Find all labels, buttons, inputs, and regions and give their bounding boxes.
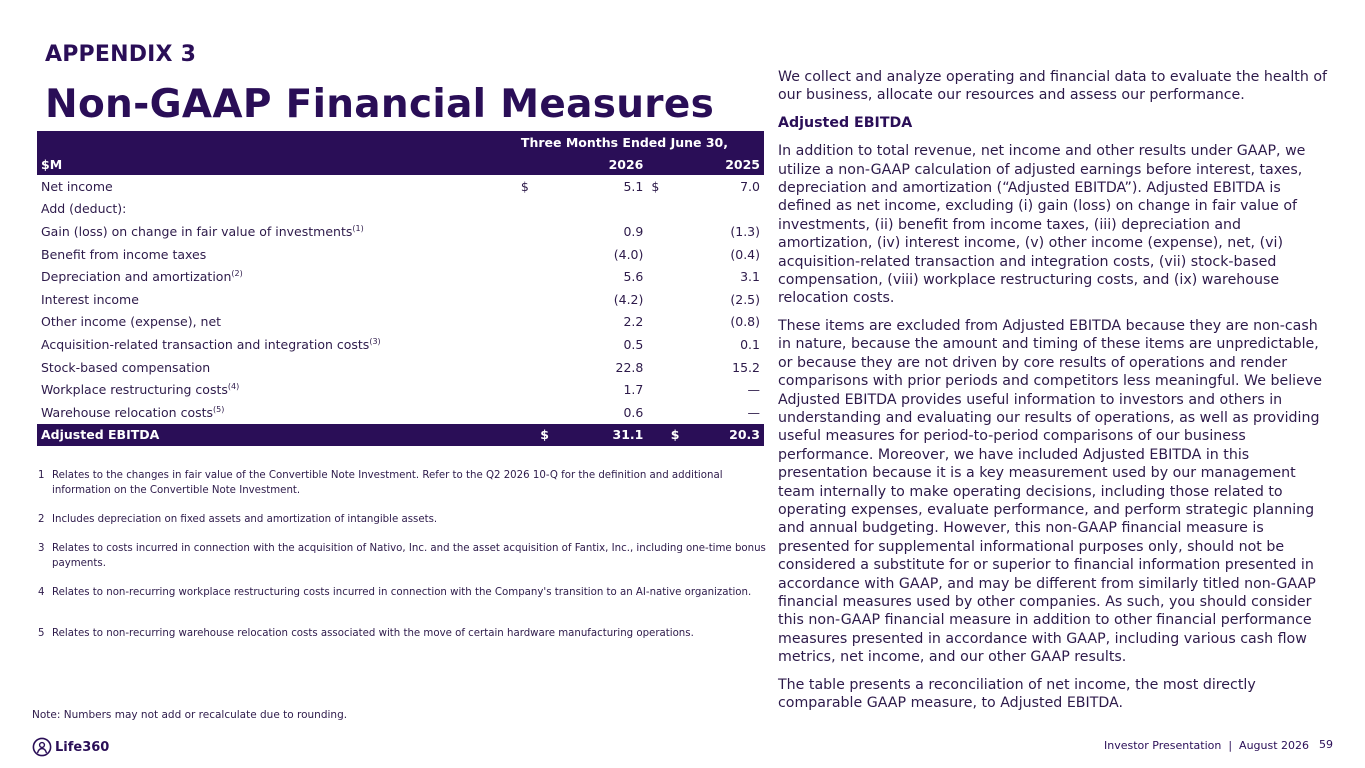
explanatory-text xyxy=(778,68,1334,721)
row-label xyxy=(37,175,517,198)
definition-paragraph: In addition to total revenue, net income and other results under GAAP, we utilize a non-GAAP calculation of adjusted earnings before interest, taxes, depreciation and amortization (“Adjusted EBITDA”). Adjusted EBITDA is defined as net income, excluding (i) gain (loss) on change in fair value of investments, (ii) benefit from income taxes, (iii) depreciation and amortization, (iv) interest income, (v) other income (expense), net, (vi) acquisition-related transaction and integration costs, (vii) stock-based compensation, (viii) workplace restructuring costs, and (ix) warehouse relocation costs. xyxy=(778,143,1306,307)
value-2025: (1.3) xyxy=(730,223,760,239)
table-row xyxy=(37,288,764,311)
row-label xyxy=(37,333,517,356)
value-2026: 5.1 xyxy=(623,178,644,194)
currency-2025 xyxy=(647,265,683,288)
row-label-text: Other income (expense), net xyxy=(41,314,222,330)
value-2025 xyxy=(683,198,764,221)
value-2026: 5.6 xyxy=(623,269,644,285)
value-2025: 0.1 xyxy=(740,336,760,352)
footnote-item xyxy=(38,512,773,527)
reconciliation-paragraph: The table presents a reconciliation of net income, the most directly comparable GAAP measure, to Adjusted EBITDA. xyxy=(778,676,1256,711)
footnote-item xyxy=(38,541,773,571)
row-footnote-ref: (5) xyxy=(213,404,225,414)
footnotes xyxy=(38,468,773,655)
row-footnote-ref: (4) xyxy=(227,381,240,391)
row-label xyxy=(37,220,517,243)
currency-2025 xyxy=(647,401,683,424)
footnote-number: 4 xyxy=(38,587,45,598)
value-2026: 2.2 xyxy=(623,314,644,330)
currency-2026 xyxy=(517,265,553,288)
rounding-note: Note: Numbers may not add or recalculate due to rounding. xyxy=(32,709,348,721)
table-row xyxy=(37,401,764,424)
row-label-text: Interest income xyxy=(41,291,139,307)
currency-2025 xyxy=(647,378,683,401)
footnote-number: 5 xyxy=(38,628,45,639)
reconciliation-table xyxy=(37,131,764,446)
row-label-text: Add (deduct): xyxy=(41,201,127,217)
total-value-2026: 31.1 xyxy=(612,427,644,443)
value-2026: 1.7 xyxy=(623,382,644,398)
value-2026: 0.6 xyxy=(623,404,644,420)
value-2026 xyxy=(553,198,647,221)
currency-2025 xyxy=(647,356,683,379)
footnote-item xyxy=(38,468,773,498)
table-period-header-row xyxy=(37,131,764,153)
footnote-text: Relates to costs incurred in connection with the acquisition of Nativo, Inc. and the asset acquisition of Fantix, Inc., including one-time bonus payments. xyxy=(52,543,766,569)
currency-2025 xyxy=(647,220,683,243)
row-label-text: Gain (loss) on change in fair value of investments xyxy=(41,223,353,239)
footnote-text: Relates to non-recurring warehouse relocation costs associated with the move of certain hardware manufacturing operations. xyxy=(52,628,694,639)
footnote-number: 3 xyxy=(38,543,45,554)
row-label xyxy=(37,265,517,288)
currency-2026 xyxy=(517,220,553,243)
currency-2026: $ xyxy=(520,178,529,194)
total-label: Adjusted EBITDA xyxy=(41,427,160,443)
value-2026: 22.8 xyxy=(615,359,644,375)
table-row xyxy=(37,198,764,221)
currency-2026 xyxy=(517,401,553,424)
footnote-number: 2 xyxy=(38,514,45,525)
table-row xyxy=(37,175,764,198)
value-2026: (4.0) xyxy=(613,246,644,262)
currency-2026 xyxy=(517,288,553,311)
row-footnote-ref: (3) xyxy=(369,336,381,346)
value-2026: (4.2) xyxy=(613,291,644,307)
value-2025: 15.2 xyxy=(732,359,760,375)
row-footnote-ref: (1) xyxy=(352,223,364,233)
life360-logo-icon xyxy=(32,737,52,757)
currency-2026 xyxy=(517,243,553,266)
currency-2026 xyxy=(517,378,553,401)
row-label xyxy=(37,356,517,379)
currency-2025 xyxy=(647,198,683,221)
table-row xyxy=(37,356,764,379)
page-number: 59 xyxy=(1319,738,1333,751)
row-label-text: Depreciation and amortization xyxy=(41,269,232,285)
total-row xyxy=(37,424,764,446)
table-row xyxy=(37,333,764,356)
row-label xyxy=(37,243,517,266)
value-2025: 7.0 xyxy=(740,178,760,194)
page-title: Non-GAAP Financial Measures xyxy=(45,82,715,127)
company-logo xyxy=(32,737,109,757)
row-label-text: Workplace restructuring costs xyxy=(41,382,228,398)
value-2025: (2.5) xyxy=(730,291,760,307)
currency-2026 xyxy=(517,198,553,221)
currency-2026 xyxy=(517,333,553,356)
row-label-text: Benefit from income taxes xyxy=(41,246,207,262)
row-label xyxy=(37,311,517,334)
footnote-text: Includes depreciation on fixed assets and amortization of intangible assets. xyxy=(52,514,438,525)
unit-label: $M xyxy=(41,156,63,172)
row-label-text: Net income xyxy=(41,178,113,194)
rationale-paragraph: These items are excluded from Adjusted EBITDA because they are non-cash in nature, because the amount and timing of these items are unpredictable, or because they are not driven by core results of operations and render comparisons with prior periods and competitors less meaningful. We believe Adjusted EBITDA provides useful information to investors and others in understanding and evaluating our results of operations, as well as providing useful measures for period-to-period comparisons of our business performance. Moreover, we have included Adjusted EBITDA in this presentation because it is a key measurement used by our management team internally to make operating decisions, including those related to operating expenses, evaluate performance, and perform strategic planning and annual budgeting. However, this non-GAAP financial measure is presented for supplemental informational purposes only, should not be considered a substitute for or superior to financial information presented in accordance with GAAP, and may be different from similarly titled non-GAAP financial measures used by other companies. As such, you should consider this non-GAAP financial measure in addition to other financial performance measures presented in accordance with GAAP, including various cash flow metrics, net income, and our other GAAP results. xyxy=(778,317,1322,666)
currency-2025: $ xyxy=(651,178,660,194)
row-label-text: Stock-based compensation xyxy=(41,359,211,375)
row-label xyxy=(37,378,517,401)
intro-paragraph: We collect and analyze operating and financial data to evaluate the health of our business, allocate our resources and assess our performance. xyxy=(778,69,1328,104)
value-2026: 0.5 xyxy=(623,336,644,352)
row-label xyxy=(37,198,517,221)
currency-2025 xyxy=(647,288,683,311)
table-row xyxy=(37,243,764,266)
currency-2026 xyxy=(517,311,553,334)
footnote-item xyxy=(38,626,773,641)
currency-2026 xyxy=(517,356,553,379)
value-2025: 3.1 xyxy=(740,269,760,285)
currency-2025 xyxy=(647,311,683,334)
appendix-label: APPENDIX 3 xyxy=(45,42,197,67)
adjusted-ebitda-subheading: Adjusted EBITDA xyxy=(778,114,913,131)
row-label xyxy=(37,401,517,424)
value-2025: — xyxy=(747,382,760,398)
year-2025-header: 2025 xyxy=(725,156,760,172)
currency-2025 xyxy=(647,333,683,356)
footnote-text: Relates to non-recurring workplace restructuring costs incurred in connection with the Company's transition to an AI-native organization. xyxy=(52,587,752,598)
row-label-text: Acquisition-related transaction and integration costs xyxy=(41,336,370,352)
logo-text: Life360 xyxy=(55,739,110,755)
total-value-2025: 20.3 xyxy=(729,427,760,443)
table-row xyxy=(37,378,764,401)
table-row xyxy=(37,265,764,288)
value-2025: (0.8) xyxy=(730,314,760,330)
footnote-text: Relates to the changes in fair value of the Convertible Note Investment. Refer to the Q2 2026 10-Q for the definition and additional information on the Convertible Note Investment. xyxy=(52,470,723,496)
value-2025: — xyxy=(747,404,760,420)
footnote-item xyxy=(38,585,773,600)
footer-text: Investor Presentation | August 2026 xyxy=(1104,739,1310,752)
row-label-text: Warehouse relocation costs xyxy=(41,404,214,420)
total-currency-2026: $ xyxy=(540,427,549,443)
total-currency-2025: $ xyxy=(670,427,680,443)
currency-2025 xyxy=(647,243,683,266)
footnote-number: 1 xyxy=(38,470,45,481)
value-2026: 0.9 xyxy=(623,223,644,239)
value-2025: (0.4) xyxy=(730,246,760,262)
row-label xyxy=(37,288,517,311)
table-row xyxy=(37,311,764,334)
row-footnote-ref: (2) xyxy=(231,269,243,279)
period-header: Three Months Ended June 30, xyxy=(520,134,728,150)
table-year-header-row xyxy=(37,153,764,175)
table-row xyxy=(37,220,764,243)
year-2026-header: 2026 xyxy=(608,156,644,172)
